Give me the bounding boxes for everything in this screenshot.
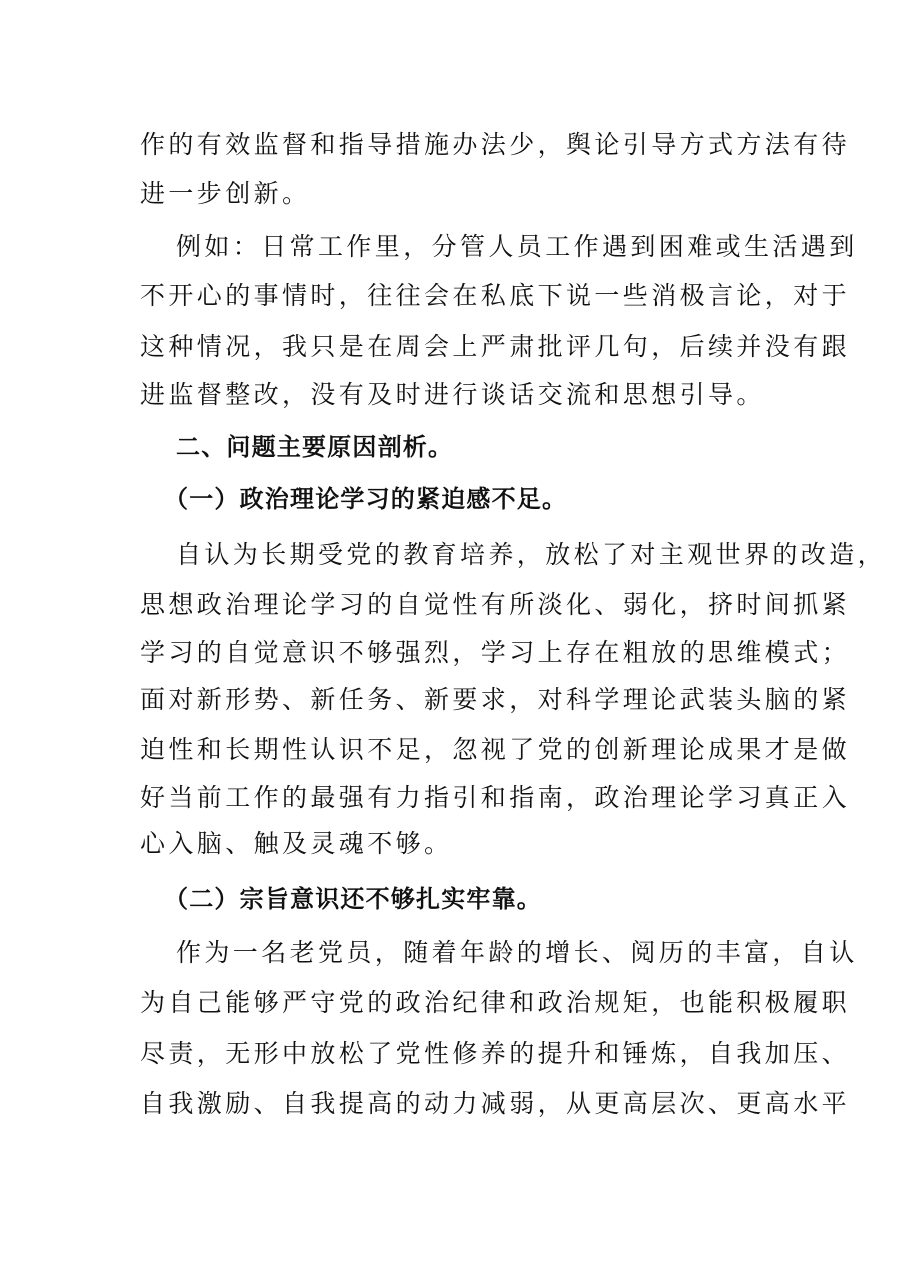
text-line: 自我激励、自我提高的动力减弱，从更高层次、更高水平: [140, 1089, 851, 1118]
text-line: 迫性和长期性认识不足，忽视了党的创新理论成果才是做: [140, 735, 851, 764]
text-line: 这种情况，我只是在周会上严肃批评几句，后续并没有跟: [140, 332, 851, 361]
text-line: 进一步创新。: [140, 179, 311, 208]
text-line: 为自己能够严守党的政治纪律和政治规矩，也能积极履职: [140, 988, 851, 1017]
text-line: 学习的自觉意识不够强烈，学习上存在粗放的思维模式；: [140, 638, 851, 667]
text-line: 进监督整改，没有及时进行谈话交流和思想引导。: [140, 380, 765, 409]
subsection-heading: （一）政治理论学习的紧迫感不足。: [164, 485, 568, 513]
text-line: 面对新形势、新任务、新要求，对科学理论武装头脑的紧: [140, 685, 851, 714]
text-line: 不开心的事情时，往往会在私底下说一些消极言论，对于: [140, 281, 851, 310]
text-line: 作的有效监督和指导措施办法少，舆论引导方式方法有待: [140, 130, 851, 159]
text-line: 好当前工作的最强有力指引和指南，政治理论学习真正入: [140, 783, 851, 812]
section-heading: 二、问题主要原因剖析。: [176, 433, 454, 461]
text-line: 心入脑、触及灵魂不够。: [140, 829, 453, 858]
text-line: 思想政治理论学习的自觉性有所淡化、弱化，挤时间抓紧: [140, 590, 851, 619]
text-line: 尽责，无形中放松了党性修养的提升和锤炼，自我加压、: [140, 1039, 851, 1068]
text-line: 自认为长期受党的教育培养，放松了对主观世界的改造，: [176, 540, 887, 569]
subsection-heading: （二）宗旨意识还不够扎实牢靠。: [164, 885, 542, 913]
text-line: 例如：日常工作里，分管人员工作遇到困难或生活遇到: [176, 232, 858, 261]
text-line: 作为一名老党员，随着年龄的增长、阅历的丰富，自认: [176, 938, 858, 967]
